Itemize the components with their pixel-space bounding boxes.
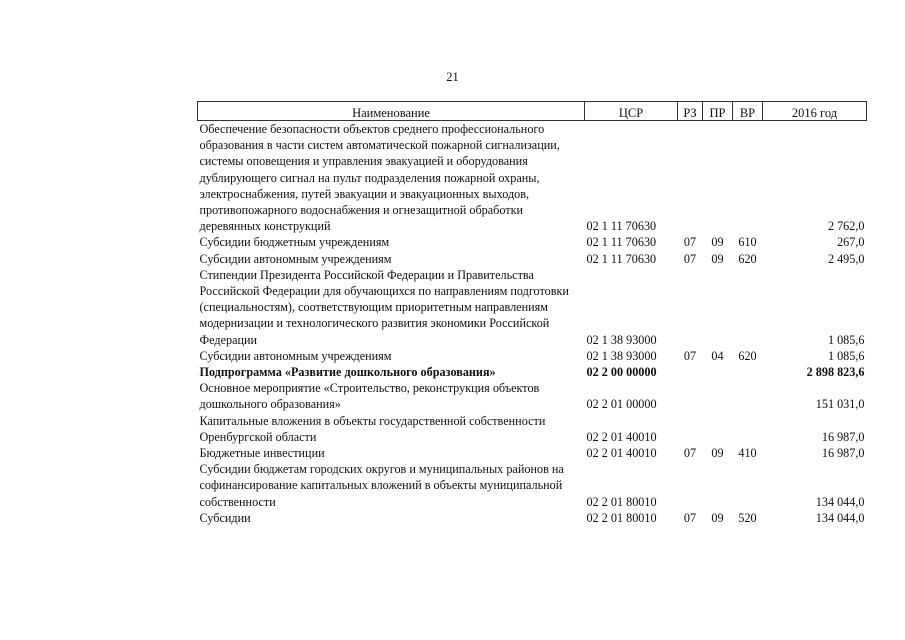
table-row — [198, 380, 867, 412]
table-row — [198, 234, 867, 250]
row-csr: 02 1 11 70630 — [586, 251, 657, 266]
row-vr — [733, 413, 763, 445]
row-rz — [678, 121, 703, 235]
row-rz — [678, 380, 703, 412]
row-rz: 07 — [683, 235, 697, 250]
row-name: Субсидии бюджетным учреждениям — [199, 235, 390, 250]
row-rz — [678, 364, 703, 380]
header-rz: РЗ — [678, 102, 703, 121]
table-row — [198, 445, 867, 461]
row-rz — [678, 413, 703, 445]
row-vr: 620 — [738, 251, 757, 266]
header-year: 2016 год — [763, 102, 867, 121]
header-vr: ВР — [733, 102, 763, 121]
row-pr — [703, 364, 733, 380]
row-rz: 07 — [683, 251, 697, 266]
header-csr: ЦСР — [585, 102, 678, 121]
row-pr — [703, 380, 733, 412]
table-row — [198, 413, 867, 445]
table-row — [198, 348, 867, 364]
table-body — [198, 121, 867, 527]
row-csr: 02 1 11 70630 — [586, 235, 657, 250]
row-vr: 620 — [738, 348, 757, 363]
row-vr: 520 — [738, 510, 757, 525]
row-vr: 610 — [738, 235, 757, 250]
row-csr: 02 1 38 93000 — [586, 332, 657, 347]
table-row — [198, 510, 867, 526]
row-vr — [733, 267, 763, 348]
row-name: Субсидии — [199, 510, 251, 525]
row-amount: 1 085,6 — [827, 332, 865, 347]
row-csr: 02 2 01 80010 — [586, 494, 657, 509]
header-name: Наименование — [198, 102, 585, 121]
row-csr: 02 1 11 70630 — [586, 219, 657, 234]
table-row — [198, 364, 867, 380]
row-pr — [703, 267, 733, 348]
table-row — [198, 267, 867, 348]
row-name: Капитальные вложения в объекты государственной собственности Оренбургской области — [199, 413, 546, 444]
row-pr: 09 — [711, 251, 724, 266]
table-row — [198, 121, 867, 235]
row-rz — [678, 267, 703, 348]
page-number: 21 — [446, 70, 459, 84]
table-header-row — [198, 102, 867, 121]
row-name: Субсидии бюджетам городских округов и муниципальных районов на софинансирование капитальных вложений в объекты муниципальной собственности — [199, 462, 564, 509]
row-pr: 09 — [711, 510, 724, 525]
header-pr: ПР — [703, 102, 733, 121]
row-csr: 02 2 01 40010 — [586, 429, 657, 444]
row-pr: 09 — [711, 235, 724, 250]
row-vr — [733, 380, 763, 412]
row-rz: 07 — [683, 446, 697, 461]
row-amount: 151 031,0 — [815, 397, 865, 412]
row-amount: 134 044,0 — [815, 510, 865, 525]
row-pr — [703, 461, 733, 510]
row-pr: 09 — [711, 446, 724, 461]
row-rz: 07 — [683, 348, 697, 363]
table-row — [198, 251, 867, 267]
row-pr — [703, 413, 733, 445]
row-csr: 02 2 01 00000 — [586, 397, 657, 412]
row-vr — [733, 461, 763, 510]
row-rz: 07 — [683, 510, 697, 525]
row-pr — [703, 121, 733, 235]
row-name: Обеспечение безопасности объектов среднего профессионального образования в части систем автоматической пожарной сигнализации, системы оповещения и управления эвакуацией и оборудования дублирующего сигнал на пульт подразделения пожарной охраны, электроснабжения, путей эвакуации и эвакуационных выходов, противопожарного водоснабжения и огнезащитной обработки деревянных конструкций — [199, 122, 560, 234]
row-amount: 1 085,6 — [827, 348, 865, 363]
row-amount: 16 987,0 — [821, 446, 865, 461]
row-vr: 410 — [738, 446, 757, 461]
row-amount: 134 044,0 — [815, 494, 865, 509]
row-pr: 04 — [711, 348, 724, 363]
budget-table — [197, 101, 867, 526]
row-name: Бюджетные инвестиции — [199, 446, 325, 461]
row-csr: 02 2 01 40010 — [586, 446, 657, 461]
row-csr: 02 2 00 00000 — [586, 365, 657, 380]
row-csr: 02 2 01 80010 — [586, 510, 657, 525]
table-row — [198, 461, 867, 510]
row-name: Подпрограмма «Развитие дошкольного образования» — [199, 365, 496, 380]
row-amount: 16 987,0 — [821, 429, 865, 444]
row-name: Стипендии Президента Российской Федерации и Правительства Российской Федерации для обучающихся по направлениям подготовки (специальностям), соответствующим приоритетным направлениям модернизации и технологического развития экономики Российской Федерации — [199, 267, 569, 347]
row-name: Основное мероприятие «Строительство, реконструкция объектов дошкольного образования» — [199, 381, 540, 412]
row-vr — [733, 121, 763, 235]
row-rz — [678, 461, 703, 510]
row-amount: 2 762,0 — [827, 219, 865, 234]
row-amount: 267,0 — [837, 235, 865, 250]
row-amount: 2 495,0 — [827, 251, 865, 266]
row-amount: 2 898 823,6 — [806, 365, 865, 380]
row-name: Субсидии автономным учреждениям — [199, 348, 392, 363]
row-name: Субсидии автономным учреждениям — [199, 251, 392, 266]
row-vr — [733, 364, 763, 380]
row-csr: 02 1 38 93000 — [586, 348, 657, 363]
